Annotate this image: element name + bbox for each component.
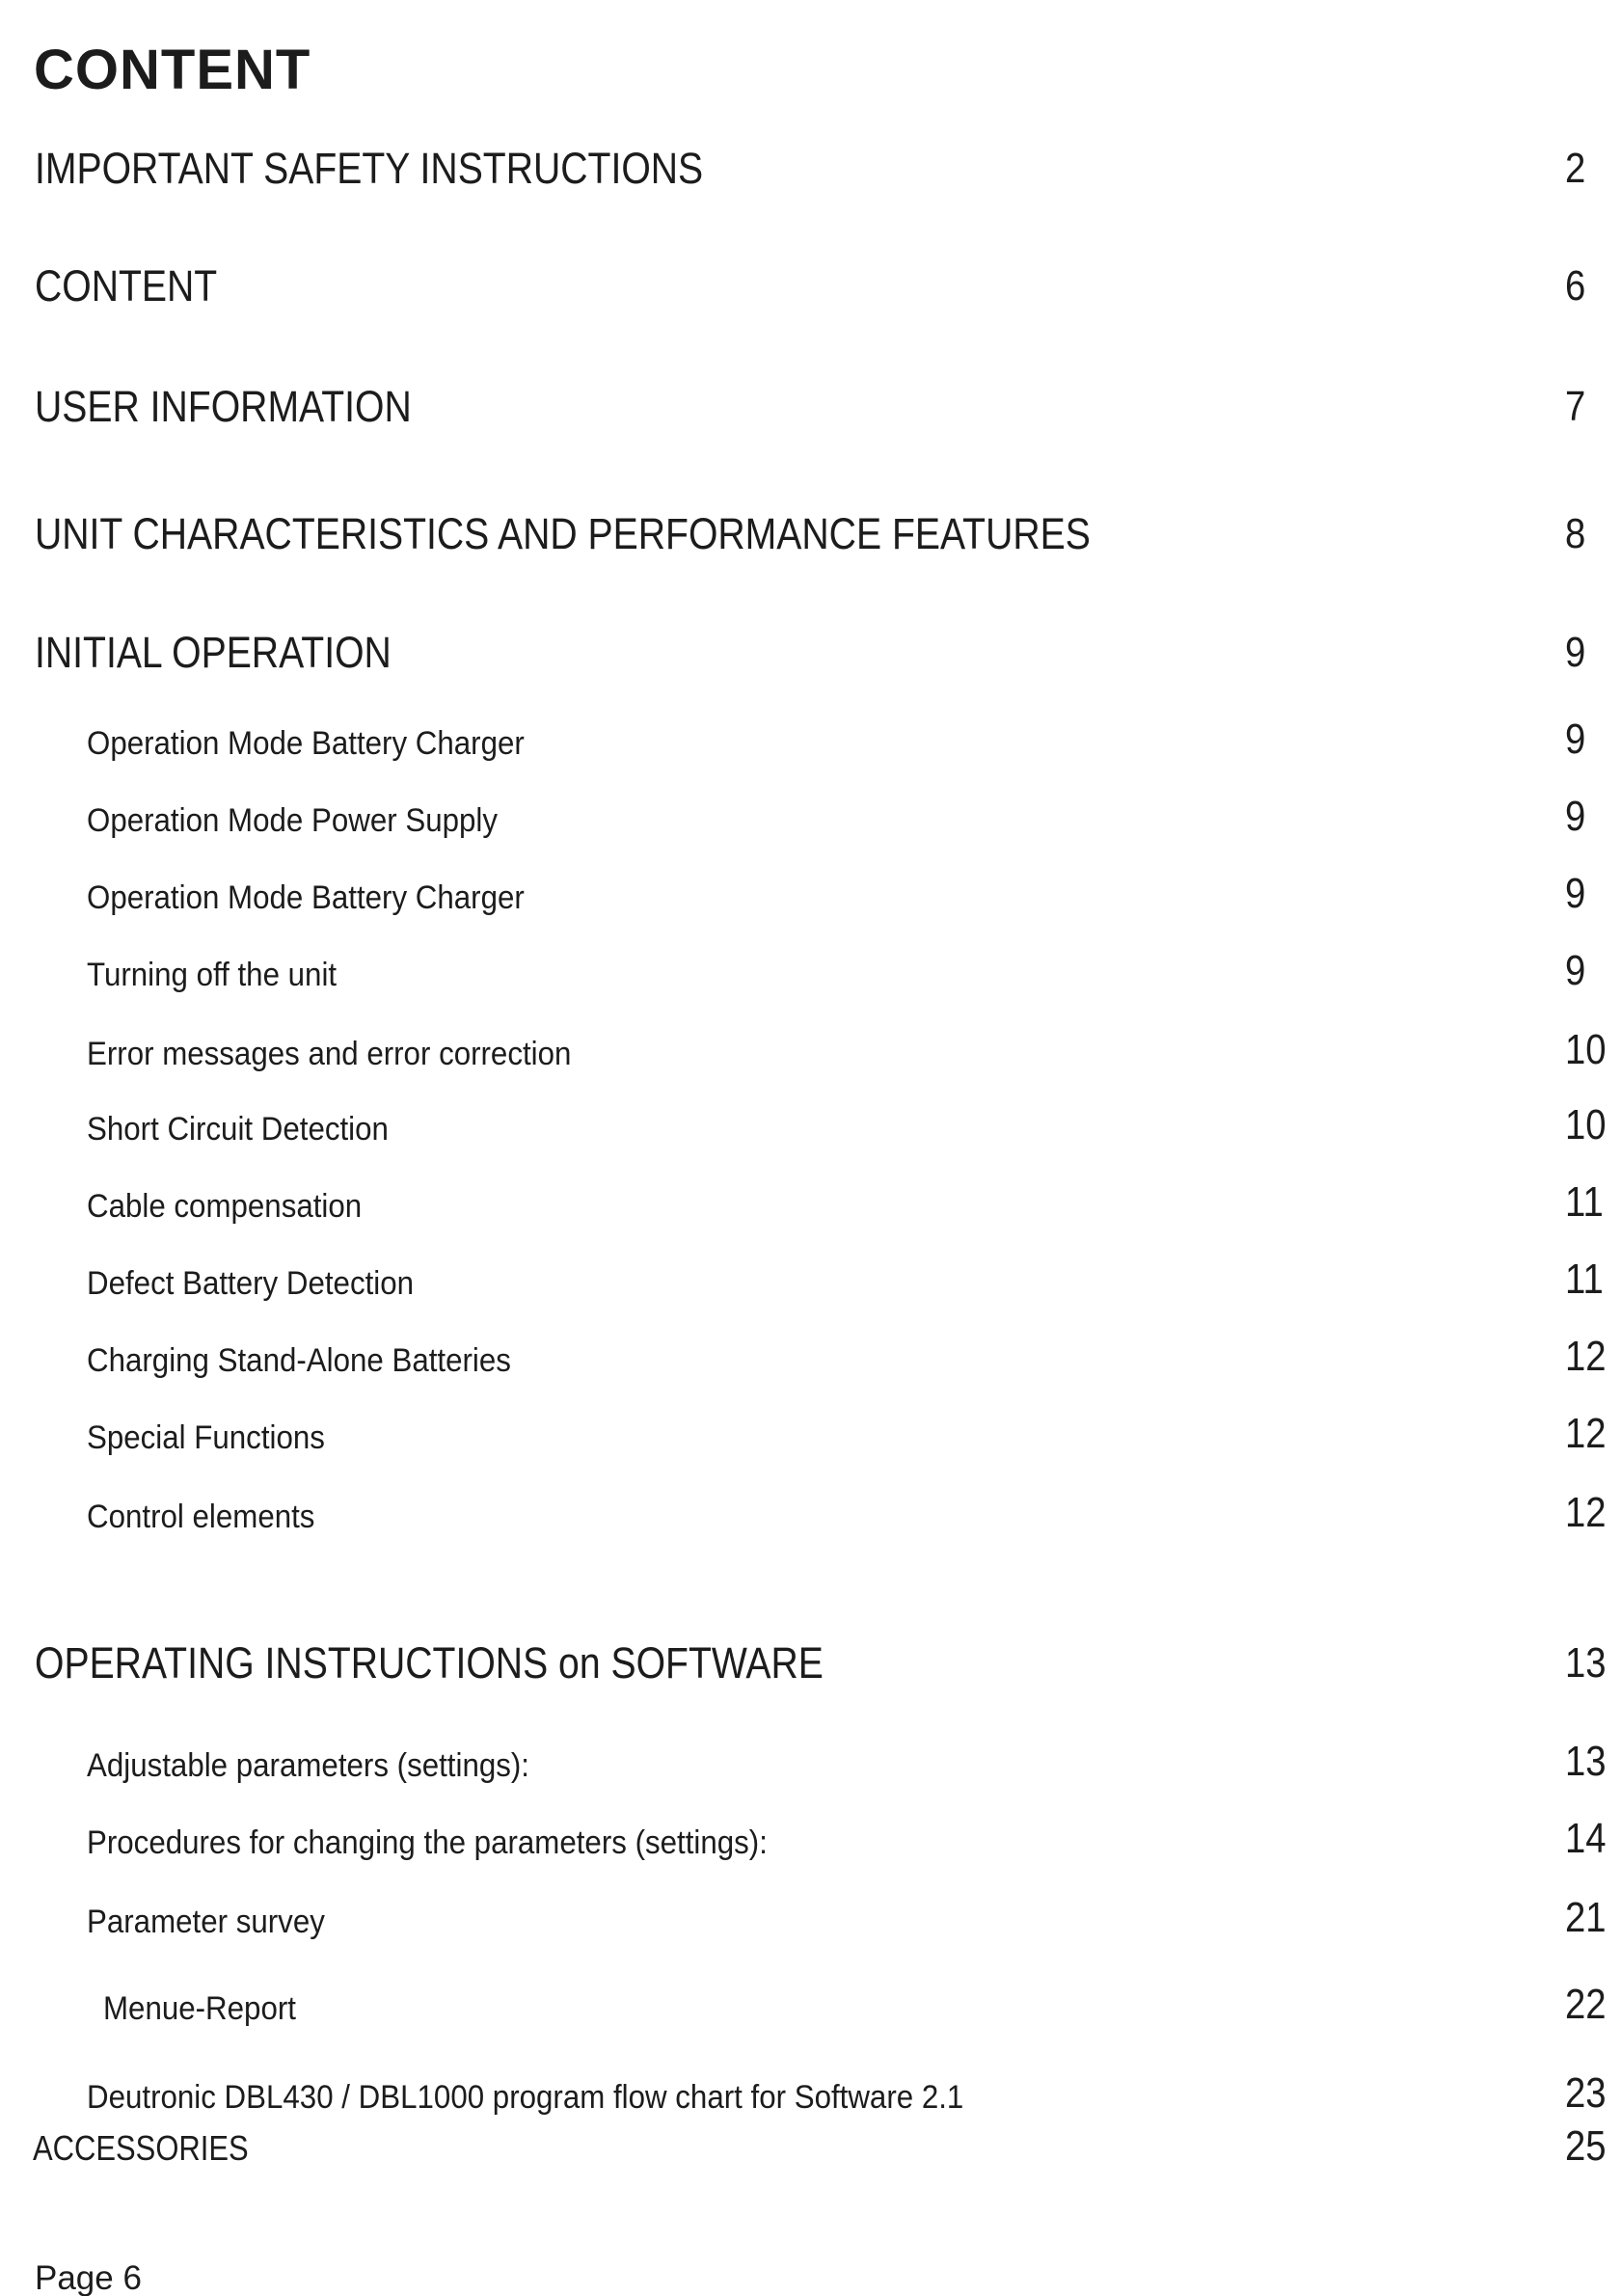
toc-entry-page-number: 12 — [1565, 1333, 1607, 1380]
toc-entry-title: Special Functions — [87, 1419, 325, 1456]
toc-entry-title: Control elements — [87, 1499, 315, 1535]
toc-entry-page-number: 9 — [1565, 629, 1586, 676]
toc-entry-title: INITIAL OPERATION — [35, 628, 392, 677]
page-number-footer: Page 6 — [35, 2259, 142, 2296]
toc-entry-title: Deutronic DBL430 / DBL1000 program flow chart for Software 2.1 — [87, 2079, 964, 2116]
toc-entry-page-number: 21 — [1565, 1894, 1607, 1941]
toc-entry-title: OPERATING INSTRUCTIONS on SOFTWARE — [35, 1638, 824, 1688]
toc-entry-page-number: 13 — [1565, 1738, 1607, 1785]
toc-entry-title: Menue-Report — [103, 1990, 296, 2027]
toc-entry-page-number: 22 — [1565, 1981, 1607, 2028]
toc-entry-title: Error messages and error correction — [87, 1036, 572, 1072]
toc-entry-title: Operation Mode Battery Charger — [87, 725, 525, 762]
toc-entry-page-number: 11 — [1565, 1256, 1604, 1303]
toc-entry-page-number: 10 — [1565, 1101, 1607, 1148]
toc-entry-page-number: 9 — [1565, 870, 1586, 917]
toc-entry-page-number: 23 — [1565, 2069, 1607, 2117]
toc-entry-page-number: 2 — [1565, 145, 1586, 192]
page-title: CONTENT — [34, 38, 311, 101]
toc-entry-page-number: 11 — [1565, 1178, 1604, 1226]
toc-entry-page-number: 9 — [1565, 947, 1586, 994]
toc-entry-title: Operation Mode Battery Charger — [87, 879, 525, 916]
toc-entry-title: UNIT CHARACTERISTICS AND PERFORMANCE FEATURES — [35, 509, 1091, 558]
toc-entry-page-number: 10 — [1565, 1026, 1607, 1073]
toc-entry-title: CONTENT — [35, 261, 218, 311]
toc-entry-page-number: 12 — [1565, 1410, 1607, 1457]
toc-entry-page-number: 9 — [1565, 716, 1586, 763]
toc-entry-title: Adjustable parameters (settings): — [87, 1747, 529, 1784]
toc-entry-page-number: 6 — [1565, 262, 1586, 310]
toc-entry-title: Short Circuit Detection — [87, 1111, 389, 1148]
toc-entry-title: IMPORTANT SAFETY INSTRUCTIONS — [35, 144, 704, 193]
toc-entry-page-number: 9 — [1565, 793, 1586, 840]
toc-entry-title: Cable compensation — [87, 1188, 363, 1225]
toc-entry-title: Defect Battery Detection — [87, 1265, 415, 1302]
toc-entry-title: Operation Mode Power Supply — [87, 802, 499, 839]
toc-entry-title: Parameter survey — [87, 1904, 325, 1940]
toc-entry-page-number: 14 — [1565, 1815, 1607, 1862]
toc-entry-title: Procedures for changing the parameters (settings): — [87, 1824, 768, 1861]
toc-entry-title: Charging Stand-Alone Batteries — [87, 1342, 511, 1379]
toc-entry-page-number: 25 — [1565, 2122, 1607, 2170]
toc-entry-page-number: 8 — [1565, 510, 1586, 557]
toc-entry-page-number: 7 — [1565, 383, 1586, 430]
toc-entry-page-number: 12 — [1565, 1489, 1607, 1536]
toc-entry-title: ACCESSORIES — [33, 2128, 249, 2168]
toc-entry-title: USER INFORMATION — [35, 382, 412, 431]
toc-entry-page-number: 13 — [1565, 1639, 1607, 1687]
toc-entry-title: Turning off the unit — [87, 957, 338, 993]
